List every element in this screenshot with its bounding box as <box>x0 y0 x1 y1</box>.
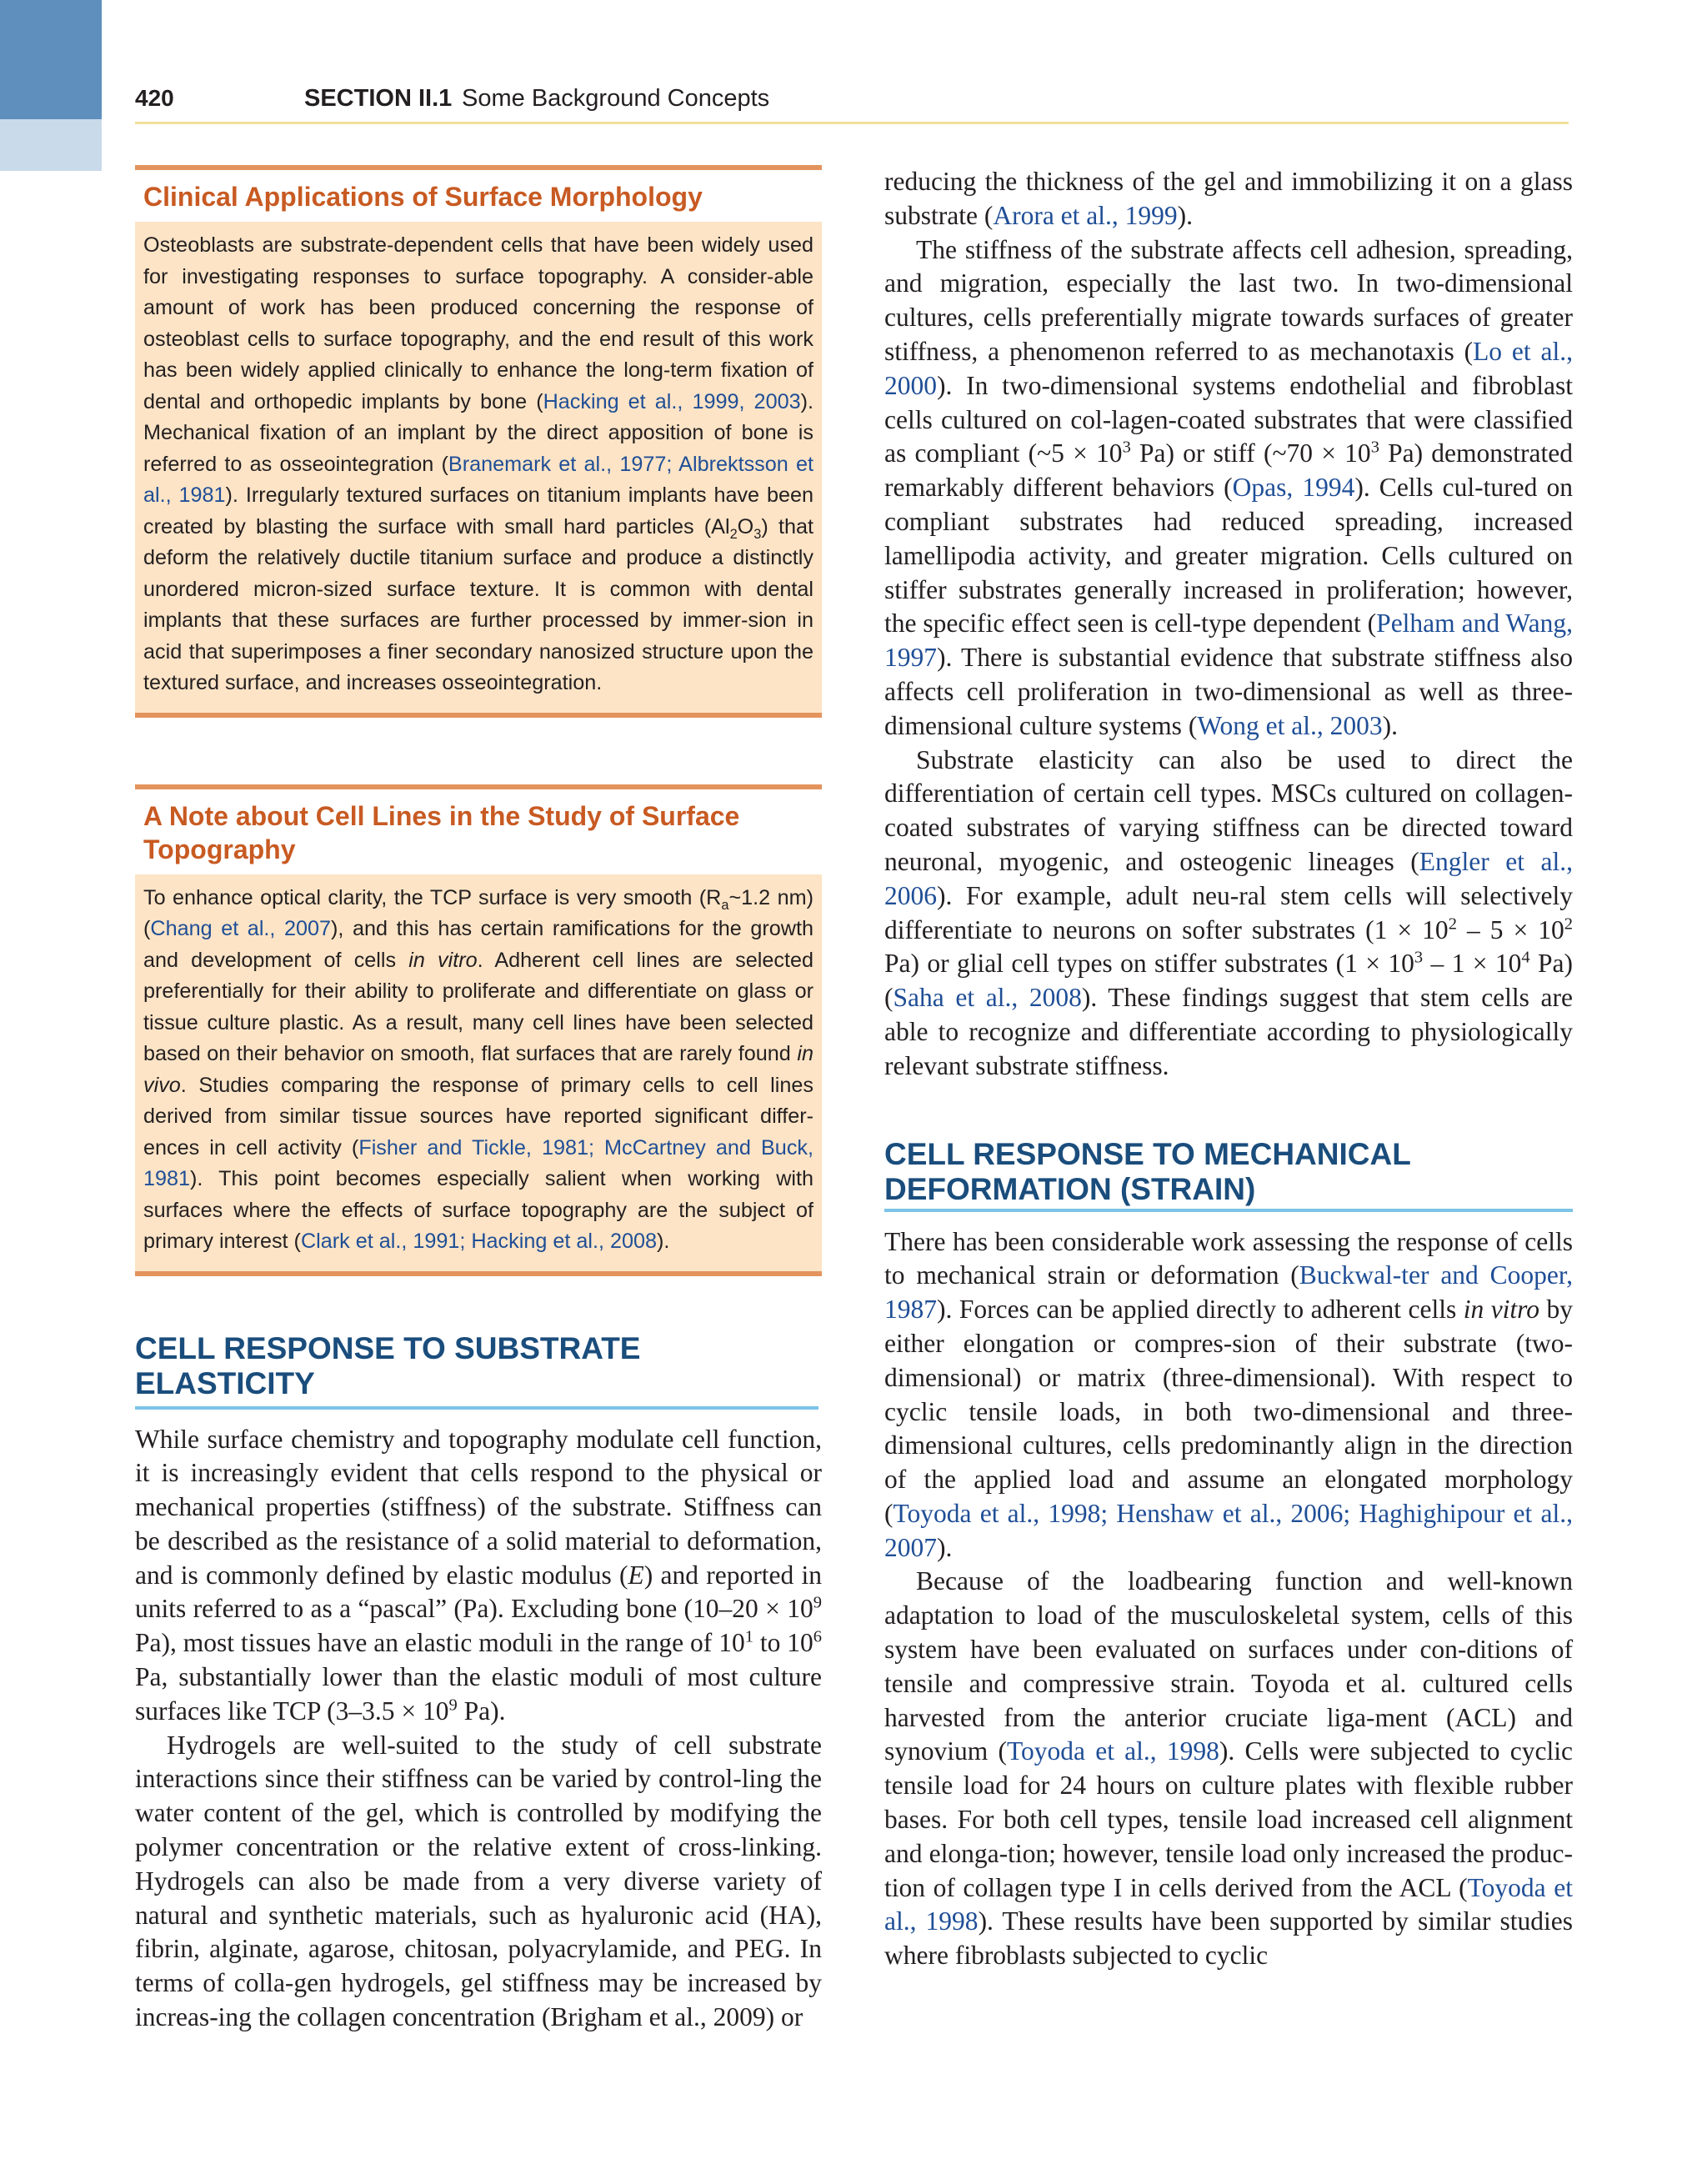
section-label: SECTION II.1 <box>304 85 453 112</box>
citation-link[interactable]: Opas, 1994 <box>1232 473 1355 503</box>
citation-link[interactable]: Lo et al., 2000 <box>884 336 1573 400</box>
paragraph: While surface chemistry and topography modulate cell function, it is increasingly evident that cells respond to the physical or mechanical properties (stiffness) of the substrate. Stiffness can be described as the resistance of a solid material to deformation, and is commonly defined by elastic modulus (E) and reported in units referred to as a “pascal” (Pa). Excluding bone ($10-20 \times 10^9$ Pa), most tissues have an elastic moduli in the range of $10^1$ to $10^6$ Pa, substantially lower than the elastic moduli of most culture surfaces like TCP ($3-3.5 \times 10^9$ Pa). <box>135 1424 823 1726</box>
box-text-cell-lines: To enhance optical clarity, the TCP surface is very smooth ($R_a\sim 1.2$ nm) (Chang et al., 2007), and this has certain ramifications for the growth and development of cells in vitro. Adherent cell lines are selected preferentially for their ability to proliferate and differentiate on glass or tissue culture plastic. As a result, many cell lines have been selected based on their behavior on smooth, flat surfaces that are rarely found in vivo. Studies comparing the response of primary cells to cell lines derived from similar tissue sources have reported significant differ-ences in cell activity (Fisher and Tickle, 1981; McCartney and Buck, 1981). This point becomes especially salient when working with surfaces where the effects of surface topography are the subject of primary interest (Clark et al., 1991; Hacking et al., 2008). <box>143 885 814 1253</box>
citation-link[interactable]: Wong et al., 2003 <box>1197 710 1383 740</box>
box-title-clinical: Clinical Applications of Surface Morphology <box>135 170 822 222</box>
left-column <box>135 165 822 2035</box>
citation-link[interactable]: Saha et al., 2008 <box>893 983 1082 1013</box>
citation-link[interactable]: Buckwal-ter and Cooper, 1987 <box>884 1260 1573 1325</box>
paragraph: Because of the loadbearing function and well-known adaptation to load of the musculoskeletal system, cells of this system have been evaluated on surfaces under con-ditions of tensile and compressive strain. Toyoda et al. cultured cells harvested from the anterior cruciate liga-ment (ACL) and synovium (Toyoda et al., 1998). Cells were subjected to cyclic tensile load for 24 hours on culture plates with flexible rubber bases. For both cell types, tensile load increased cell alignment and elonga-tion; however, tensile load only increased the produc-tion of collagen type I in cells derived from the ACL (Toyoda et al., 1998). These results have been supported by similar studies where fibroblasts subjected to cyclic <box>884 1566 1573 1971</box>
citation-link[interactable]: Hacking et al., 1999, 2003 <box>543 389 801 413</box>
paragraph: reducing the thickness of the gel and immobilizing it on a glass substrate (Arora et al., 1999). <box>884 167 1573 230</box>
heading-substrate-elasticity: CELL RESPONSE TO SUBSTRATE ELASTICITY <box>135 1331 818 1410</box>
box-title-cell-lines: A Note about Cell Lines in the Study of Surface Topography <box>135 789 822 874</box>
paragraph: Substrate elasticity can also be used to direct the differentiation of certain cell types. MSCs cultured on collagen-coated substrates of varying stiffness can be directed toward neuronal, myogenic, and osteogenic lineages (Engler et al., 2006). For example, adult neu-ral stem cells will selectively differentiate to neurons on softer substrates ($1 \times 10^2 - 5 \times 10^2$ Pa) or glial cell types on stiffer substrates ($1 \times 10^3 - 1 \times 10^4$ Pa) (Saha et al., 2008). These findings suggest that stem cells are able to recognize and differentiate according to physiologically relevant substrate stiffness. <box>884 744 1574 1080</box>
sidebar-box-cell-lines <box>135 784 822 1276</box>
citation-link[interactable]: Fisher and Tickle, 1981; McCartney and Buck, 1981 <box>143 1135 814 1190</box>
citation-link[interactable]: Chang et al., 2007 <box>150 917 332 940</box>
citation-link[interactable]: Arora et al., 1999 <box>993 200 1178 230</box>
box-text-clinical: Osteoblasts are substrate-dependent cells that have been widely used for investigating responses to surface topography. A consider-able amount of work has been produced concerning the response of osteoblast cells to surface topography, and the end result of this work has been widely applied clinically to enhance the long-term fixation of dental and orthopedic implants by bone (Hacking et al., 1999, 2003). Mechanical fixation of an implant by the direct apposition of bone is referred to as osseointegration (Branemark et al., 1977; Albrektsson et al., 1981). Irregularly textured surfaces on titanium implants have been created by blasting the surface with small hard particles $(Al_2O_3)$ that deform the relatively ductile titanium surface and produce a distinctly unordered micron-sized surface texture. It is common with dental implants that these surfaces are further processed by immer-sion in acid that superimposes a finer secondary nanosized structure upon the textured surface, and increases osseointegration. <box>143 233 813 694</box>
heading-mechanical-deformation: CELL RESPONSE TO MECHANICAL DEFORMATION (STRAIN) <box>884 1136 1411 1206</box>
paragraph: There has been considerable work assessing the response of cells to mechanical strain or deformation (Buckwal-ter and Cooper, 1987). Forces can be applied directly to adherent cells in vitro by either elongation or compres-sion of their substrate (two-dimensional) or matrix (three-dimensional). With respect to cyclic tensile loads, in both two-dimensional and three-dimensional cultures, cells predominantly align in the direction of the applied load and assume an elongated morphology (Toyoda et al., 1998; Henshaw et al., 2006; Haghighipour et al., 2007). <box>884 1226 1574 1562</box>
citation-link[interactable]: Engler et al., 2006 <box>884 846 1573 910</box>
page-number: 420 <box>135 85 174 111</box>
corner-strip <box>0 119 102 171</box>
citation-link[interactable]: Toyoda et al., 1998; Henshaw et al., 2006; Haghighipour et al., 2007 <box>884 1498 1573 1562</box>
citation-link[interactable]: Pelham and Wang, 1997 <box>884 609 1573 673</box>
section-title: Some Background Concepts <box>462 85 770 112</box>
citation-link[interactable]: Clark et al., 1991; Hacking et al., 2008 <box>300 1230 657 1253</box>
citation-link[interactable]: Toyoda et al., 1998 <box>1006 1736 1219 1766</box>
paragraph: The stiffness of the substrate affects cell adhesion, spreading, and migration, especially the last two. In two-dimensional cultures, cells preferentially migrate towards surfaces of greater stiffness, a phenomenon referred to as mechanotaxis (Lo et al., 2000). In two-dimensional systems endothelial and fibroblast cells cultured on col-lagen-coated substrates that were classified as compliant (~5 × $10^3$ Pa) or stiff (~70 × $10^3$ Pa) demonstrated remarkably different behaviors (Opas, 1994). Cells cul-tured on compliant substrates had reduced spreading, increased lamellipodia activity, and greater migration. Cells cultured on stiffer substrates generally increased in proliferation; however, the specific effect seen is cell-type dependent (Pelham and Wang, 1997). There is substantial evidence that substrate stiffness also affects cell proliferation in two-dimensional as well as three-dimensional culture systems (Wong et al., 2003). <box>884 234 1574 740</box>
corner-tab <box>0 0 102 119</box>
right-column <box>884 165 1573 1973</box>
citation-link[interactable]: Branemark et al., 1977; Albrektsson et al., 1981 <box>143 452 813 507</box>
sidebar-box-clinical <box>135 165 822 718</box>
running-header <box>135 82 1569 124</box>
paragraph: Hydrogels are well-suited to the study of cell substrate interactions since their stiffness can be varied by control-ling the water content of the gel, which is controlled by modifying the polymer concentration or the relative extent of cross-linking. Hydrogels can also be made from a very diverse variety of natural and synthetic materials, such as hyaluronic acid (HA), fibrin, alginate, agarose, chitosan, polyacrylamide, and PEG. In terms of colla-gen hydrogels, gel stiffness may be increased by increas-ing the collagen concentration (Brigham et al., 2009) or <box>135 1730 822 2032</box>
citation-link[interactable]: Toyoda et al., 1998 <box>884 1872 1573 1936</box>
